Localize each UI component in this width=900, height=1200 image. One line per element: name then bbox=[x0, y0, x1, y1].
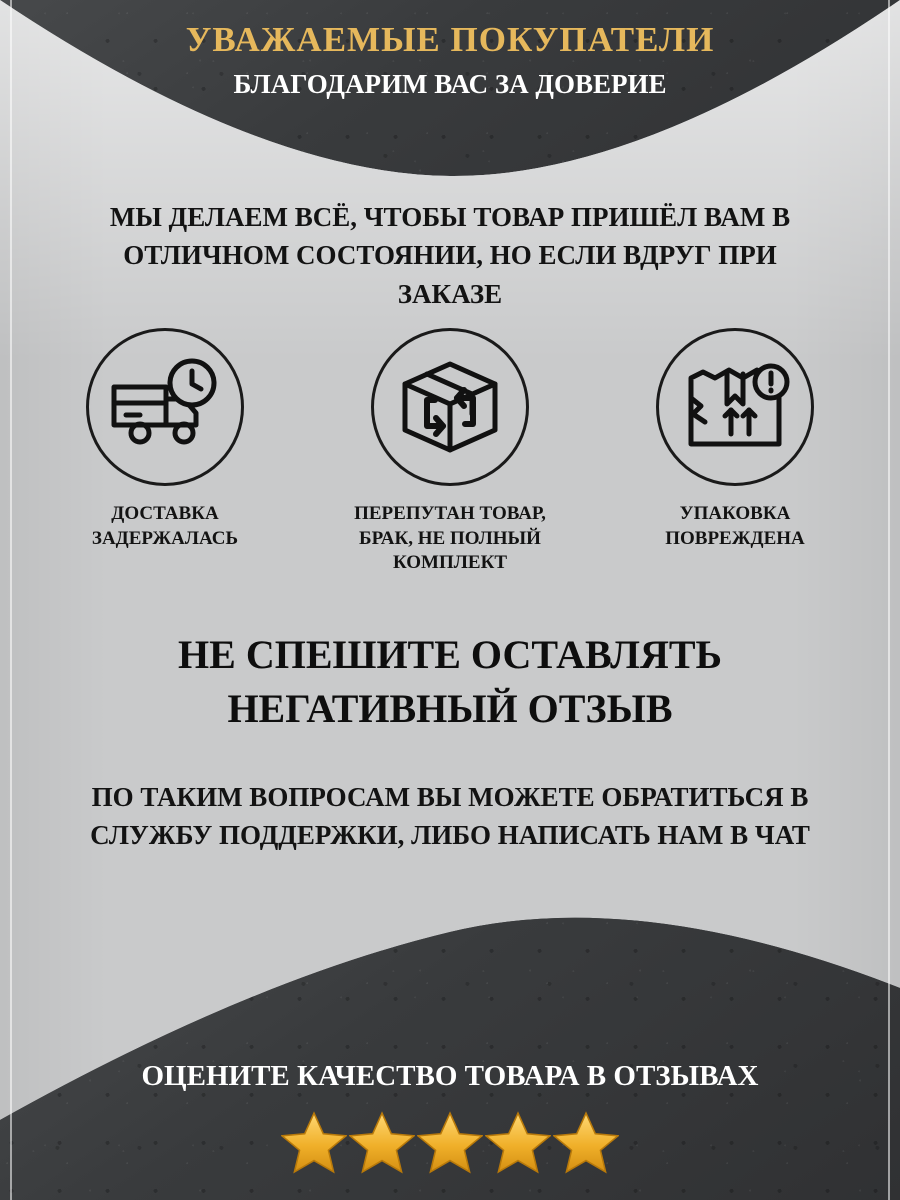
left-border-rule bbox=[10, 0, 12, 1200]
intro-paragraph: МЫ ДЕЛАЕМ ВСЁ, ЧТОБЫ ТОВАР ПРИШЁЛ ВАМ В ОТЛИЧНОМ СОСТОЯНИИ, НО ЕСЛИ ВДРУГ ПРИ ЗАКАЗЕ bbox=[109, 202, 791, 309]
main-heading: НЕ СПЕШИТЕ ОСТАВЛЯТЬ НЕГАТИВНЫЙ ОТЗЫВ bbox=[178, 632, 722, 731]
damaged-package-icon bbox=[656, 328, 814, 486]
star-icon[interactable] bbox=[417, 1110, 483, 1174]
right-border-rule bbox=[888, 0, 890, 1200]
header-subtitle: БЛАГОДАРИМ ВАС ЗА ДОВЕРИЕ bbox=[233, 69, 667, 100]
star-rating[interactable] bbox=[0, 1110, 900, 1174]
issues-row bbox=[40, 328, 860, 576]
issue-caption: ПЕРЕПУТАН ТОВАР, БРАК, НЕ ПОЛНЫЙ КОМПЛЕКТ bbox=[354, 503, 546, 574]
footer bbox=[0, 1058, 900, 1200]
support-instructions: ПО ТАКИМ ВОПРОСАМ ВЫ МОЖЕТЕ ОБРАТИТЬСЯ В СЛУЖБУ ПОДДЕРЖКИ, ЛИБО НАПИСАТЬ НАМ В ЧАТ bbox=[90, 782, 810, 851]
header bbox=[0, 20, 900, 102]
star-icon[interactable] bbox=[281, 1110, 347, 1174]
header-title: УВАЖАЕМЫЕ ПОКУПАТЕЛИ bbox=[185, 20, 715, 59]
issue-caption: УПАКОВКА ПОВРЕЖДЕНА bbox=[665, 503, 805, 549]
delivery-truck-clock-icon bbox=[86, 328, 244, 486]
issue-item-delivery-delayed bbox=[40, 328, 290, 576]
issue-item-damaged-package bbox=[610, 328, 860, 576]
issue-caption: ДОСТАВКА ЗАДЕРЖАЛАСЬ bbox=[91, 503, 239, 549]
issue-item-wrong-item bbox=[325, 328, 575, 576]
star-icon[interactable] bbox=[349, 1110, 415, 1174]
box-return-arrow-icon bbox=[371, 328, 529, 486]
star-icon[interactable] bbox=[553, 1110, 619, 1174]
footer-title: ОЦЕНИТЕ КАЧЕСТВО ТОВАРА В ОТЗЫВАХ bbox=[141, 1060, 759, 1093]
star-icon[interactable] bbox=[485, 1110, 551, 1174]
